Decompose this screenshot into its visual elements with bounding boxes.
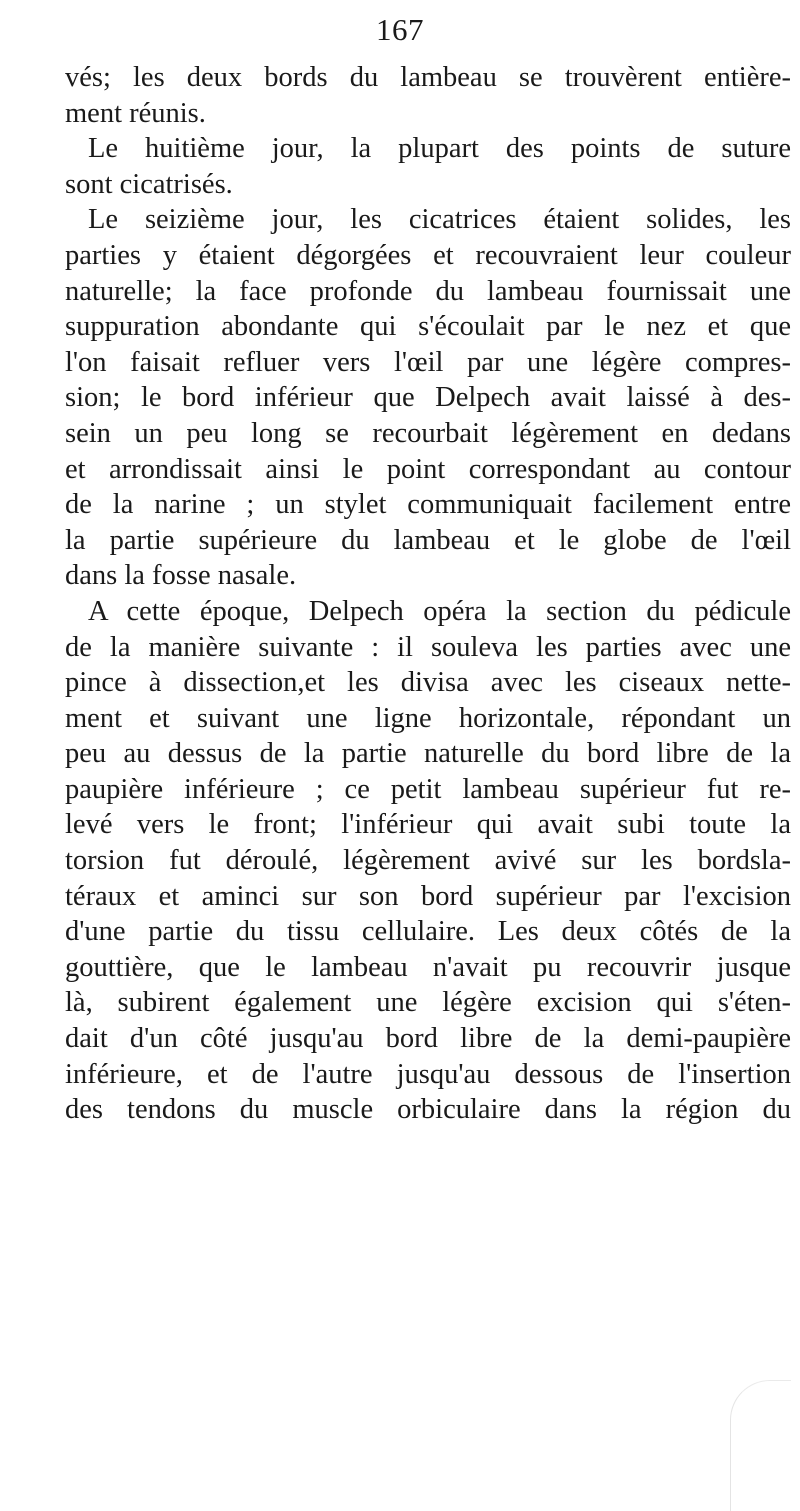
text-line: de la narine ; un stylet communiquait facilement entre: [65, 489, 791, 521]
text-line: téraux et aminci sur son bord supérieur par l'excision: [65, 880, 791, 912]
text-line: pince à dissection,et les divisa avec les ciseaux nette-: [65, 667, 791, 699]
text-line: naturelle; la face profonde du lambeau fournissait une: [65, 275, 791, 307]
text-line: inférieure, et de l'autre jusqu'au dessous de l'insertion: [65, 1058, 791, 1090]
text-line: des tendons du muscle orbiculaire dans la région du: [65, 1094, 791, 1126]
paper-edge-mark: [730, 1380, 791, 1511]
page-number: 167: [376, 12, 424, 47]
text-line: Le huitième jour, la plupart des points de suture: [88, 133, 791, 165]
body-text: [65, 60, 791, 1128]
text-line: de la manière suivante : il souleva les parties avec une: [65, 631, 791, 663]
text-line: gouttière, que le lambeau n'avait pu recouvrir jusque: [65, 951, 791, 983]
text-line: sein un peu long se recourbait légèrement en dedans: [65, 417, 791, 449]
text-line: sion; le bord inférieur que Delpech avait laissé à des-: [65, 382, 791, 414]
text-line: levé vers le front; l'inférieur qui avait subi toute la: [65, 809, 791, 841]
text-line: l'on faisait refluer vers l'œil par une légère compres-: [65, 346, 791, 378]
text-line: la partie supérieure du lambeau et le globe de l'œil: [65, 524, 791, 556]
text-line: là, subirent également une légère excision qui s'éten-: [65, 987, 791, 1019]
text-line: Le seizième jour, les cicatrices étaient solides, les: [88, 204, 791, 236]
text-line: et arrondissait ainsi le point correspondant au contour: [65, 453, 791, 485]
text-line: dans la fosse nasale.: [65, 560, 297, 592]
text-line: paupière inférieure ; ce petit lambeau supérieur fut re-: [65, 773, 791, 805]
text-line: vés; les deux bords du lambeau se trouvèrent entière-: [65, 62, 791, 93]
text-line: dait d'un côté jusqu'au bord libre de la demi-paupière: [65, 1023, 791, 1055]
text-line: ment et suivant une ligne horizontale, répondant un: [65, 702, 791, 734]
text-line: sont cicatrisés.: [65, 168, 233, 200]
text-line: torsion fut déroulé, légèrement avivé sur les bordsla-: [65, 845, 791, 877]
text-line: d'une partie du tissu cellulaire. Les deux côtés de la: [65, 916, 791, 948]
text-line: suppuration abondante qui s'écoulait par le nez et que: [65, 311, 791, 343]
text-line: parties y étaient dégorgées et recouvraient leur couleur: [65, 239, 791, 271]
text-line: A cette époque, Delpech opéra la section du pédicule: [88, 595, 791, 627]
text-line: peu au dessus de la partie naturelle du bord libre de la: [65, 738, 791, 770]
text-line: ment réunis.: [65, 97, 206, 129]
